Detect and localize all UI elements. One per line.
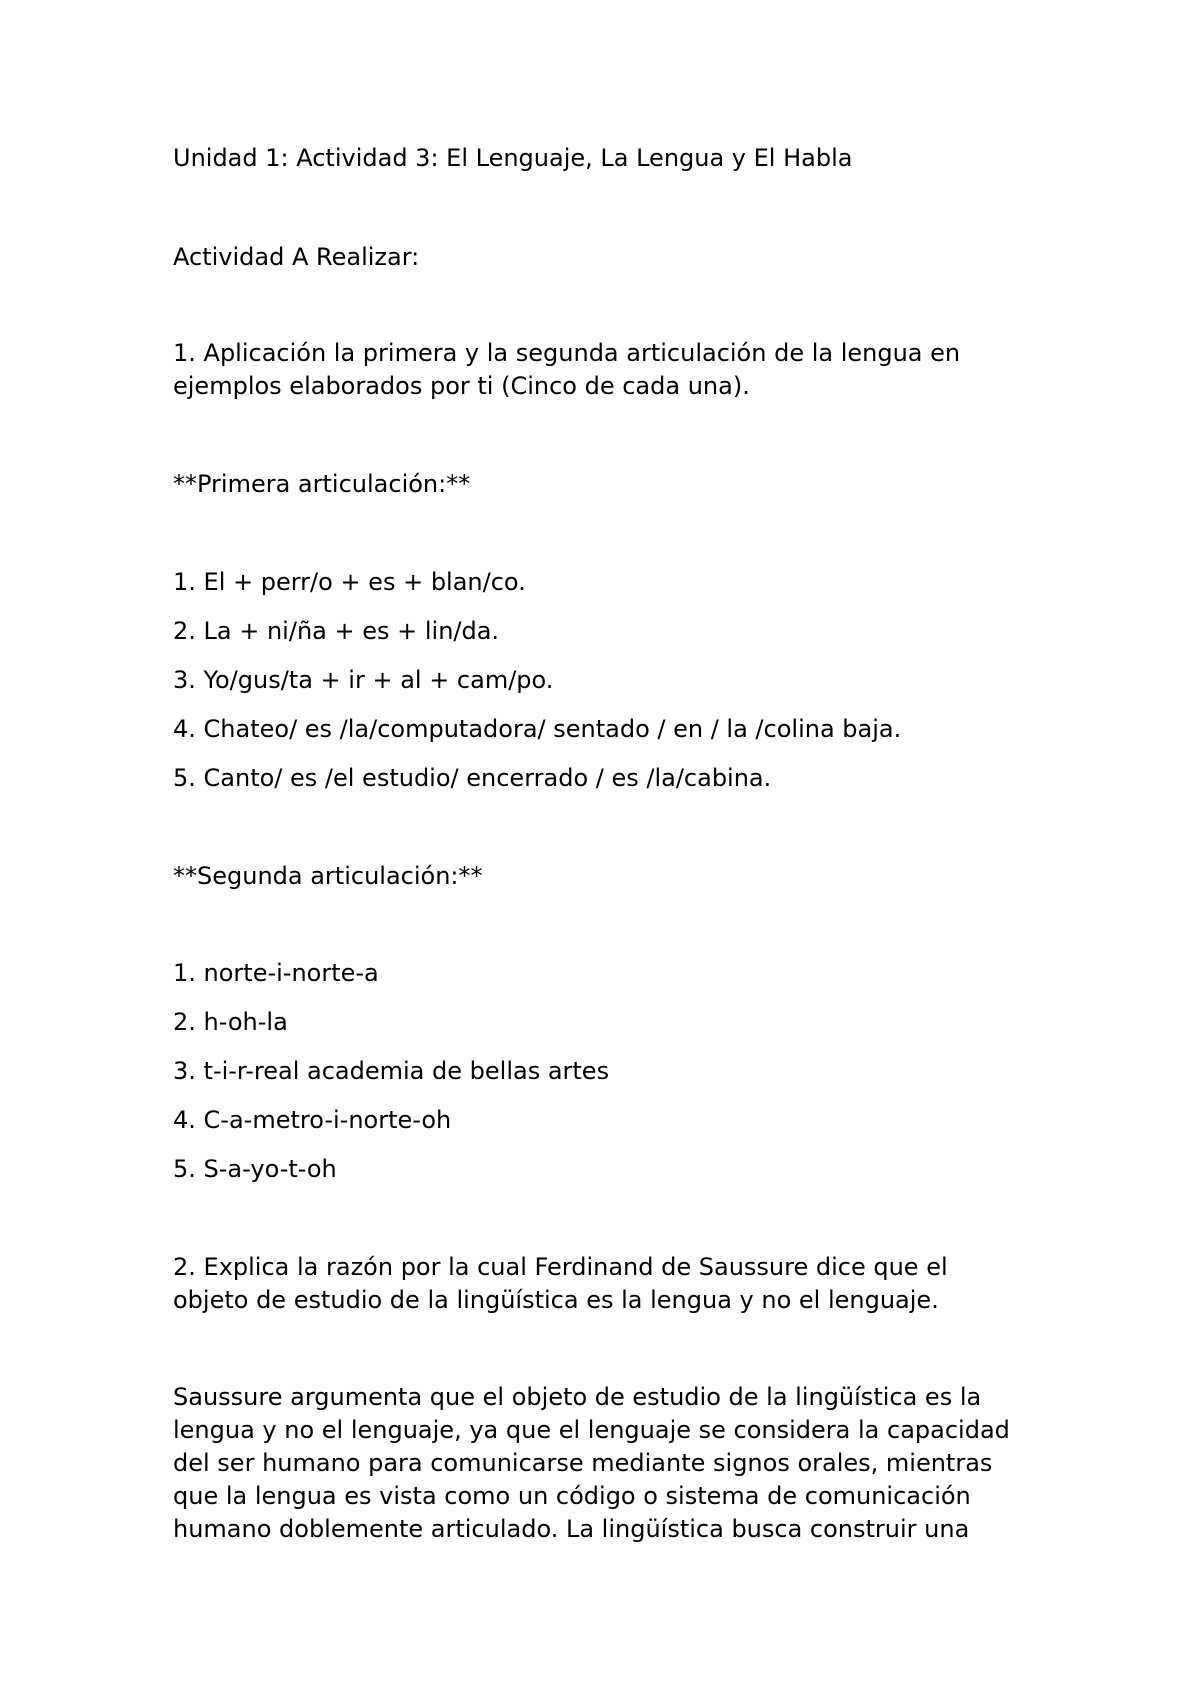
segunda-item: 2. h-oh-la [173, 1008, 288, 1036]
activity-heading: Actividad A Realizar: [173, 243, 420, 271]
answer-2-line: del ser humano para comunicarse mediante signos orales, mientras [173, 1449, 993, 1477]
segunda-item: 1. norte-i-norte-a [173, 959, 379, 987]
primera-item: 4. Chateo/ es /la/computadora/ sentado / en / la /colina baja. [173, 715, 902, 743]
answer-2-line: Saussure argumenta que el objeto de estudio de la lingüística es la [173, 1383, 982, 1411]
question-1-line: 1. Aplicación la primera y la segunda articulación de la lengua en [173, 339, 961, 367]
primera-item: 2. La + ni/ña + es + lin/da. [173, 617, 500, 645]
answer-2-line: que la lengua es vista como un código o sistema de comunicación [173, 1482, 971, 1510]
answer-2-line: humano doblemente articulado. La lingüística busca construir una [173, 1515, 970, 1543]
segunda-item: 5. S-a-yo-t-oh [173, 1155, 337, 1183]
question-2-line: 2. Explica la razón por la cual Ferdinand de Saussure dice que el [173, 1253, 948, 1281]
question-1-line: ejemplos elaborados por ti (Cinco de cada una). [173, 372, 750, 400]
answer-2 [173, 1381, 1010, 1546]
answer-2-line: lengua y no el lenguaje, ya que el lenguaje se considera la capacidad [173, 1416, 1010, 1444]
primera-item: 1. El + perr/o + es + blan/co. [173, 568, 526, 596]
segunda-articulacion-heading: **Segunda articulación:** [173, 862, 483, 890]
segunda-item: 4. C-a-metro-i-norte-oh [173, 1106, 452, 1134]
primera-articulacion-heading: **Primera articulación:** [173, 470, 471, 498]
segunda-item: 3. t-i-r-real academia de bellas artes [173, 1057, 610, 1085]
question-2-line: objeto de estudio de la lingüística es la lengua y no el lenguaje. [173, 1286, 939, 1314]
question-2 [173, 1251, 948, 1317]
primera-item: 3. Yo/gus/ta + ir + al + cam/po. [173, 666, 554, 694]
question-1 [173, 337, 960, 403]
document-title: Unidad 1: Actividad 3: El Lenguaje, La Lengua y El Habla [173, 144, 853, 172]
primera-item: 5. Canto/ es /el estudio/ encerrado / es /la/cabina. [173, 764, 772, 792]
